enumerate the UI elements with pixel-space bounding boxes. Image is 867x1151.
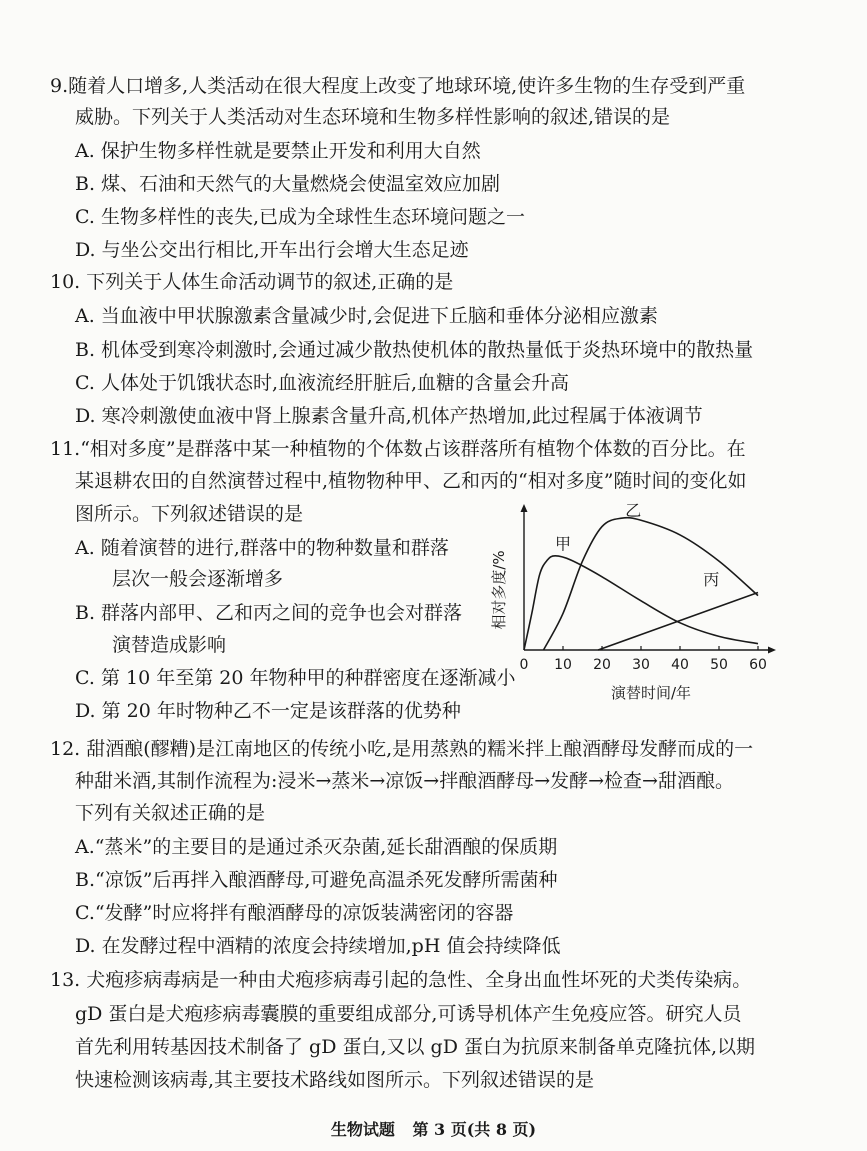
q12-option-c: C.“发酵”时应将拌有酿酒酵母的凉饭装满密闭的容器 — [75, 902, 514, 924]
x-tick-label: 10 — [554, 657, 572, 673]
q11-option-d: D. 第 20 年时物种乙不一定是该群落的优势种 — [75, 700, 461, 722]
x-tick-label: 50 — [710, 657, 728, 673]
footer-subject: 生物试题 — [330, 1120, 395, 1139]
x-tick-label: 30 — [632, 657, 650, 673]
q9-stem-line1: 9.随着人口增多,人类活动在很大程度上改变了地球环境,使许多生物的生存受到严重 — [50, 75, 746, 97]
q9-option-c: C. 生物多样性的丧失,已成为全球性生态环境问题之一 — [75, 206, 525, 228]
q11-stem-line3: 图所示。下列叙述错误的是 — [75, 503, 304, 525]
q10-option-b: B. 机体受到寒冷刺激时,会通过减少散热使机体的散热量低于炎热环境中的散热量 — [75, 339, 754, 361]
x-tick-label: 40 — [671, 657, 689, 673]
q12-option-b: B.“凉饭”后再拌入酿酒酵母,可避免高温杀死发酵所需菌种 — [75, 869, 558, 891]
q9-option-b: B. 煤、石油和天然气的大量燃烧会使温室效应加剧 — [75, 173, 501, 195]
q10-option-c: C. 人体处于饥饿状态时,血液流经肝脏后,血糖的含量会升高 — [75, 372, 570, 394]
q11-stem-line2: 某退耕农田的自然演替过程中,植物物种甲、乙和丙的“相对多度”随时间的变化如 — [75, 470, 747, 492]
q12-option-a: A.“蒸米”的主要目的是通过杀灭杂菌,延长甜酒酿的保质期 — [75, 836, 558, 858]
q9-option-a: A. 保护生物多样性就是要禁止开发和利用大自然 — [75, 140, 481, 162]
q11-option-b-line1: B. 群落内部甲、乙和丙之间的竞争也会对群落 — [75, 602, 463, 624]
q12-stem-line2: 种甜米酒,其制作流程为:浸米→蒸米→凉饭→拌酿酒酵母→发酵→检查→甜酒酿。 — [75, 770, 734, 792]
y-axis-arrow — [521, 504, 528, 512]
q11-option-b-line2: 演替造成影响 — [112, 634, 227, 656]
q9-stem-line2: 威胁。下列关于人类活动对生态环境和生物多样性影响的叙述,错误的是 — [75, 106, 671, 128]
series-line-1 — [524, 556, 758, 650]
x-axis-arrow — [768, 647, 776, 654]
q11-option-c: C. 第 10 年至第 20 年物种甲的种群密度在逐渐减小 — [75, 667, 516, 689]
q9-option-d: D. 与坐公交出行相比,开车出行会增大生态足迹 — [75, 239, 469, 261]
footer-page-number: 第 3 页(共 8 页) — [412, 1120, 537, 1139]
series-line-3 — [598, 592, 758, 650]
q10-stem: 10. 下列关于人体生命活动调节的叙述,正确的是 — [50, 271, 454, 293]
series-label-2: 乙 — [625, 501, 642, 521]
y-axis-label: 相对多度/% — [490, 550, 508, 630]
q12-option-d: D. 在发酵过程中酒精的浓度会持续增加,pH 值会持续降低 — [75, 935, 561, 957]
series-line-2 — [544, 518, 759, 650]
q12-stem-line1: 12. 甜酒酿(醪糟)是江南地区的传统小吃,是用蒸熟的糯米拌上酿酒酵母发酵而成的一 — [50, 738, 754, 760]
q12-stem-line3: 下列有关叙述正确的是 — [75, 802, 266, 824]
chart-axes — [521, 504, 777, 654]
chart-labels — [490, 501, 767, 702]
series-label-3: 丙 — [703, 570, 720, 590]
q13-stem-line1: 13. 犬疱疹病毒病是一种由犬疱疹病毒引起的急性、全身出血性坏死的犬类传染病。 — [50, 969, 752, 991]
x-tick-label: 60 — [749, 657, 767, 673]
q13-stem-line4: 快速检测该病毒,其主要技术路线如图所示。下列叙述错误的是 — [75, 1069, 595, 1091]
q11-option-a-line2: 层次一般会逐渐增多 — [112, 568, 284, 590]
succession-chart — [486, 500, 786, 712]
x-tick-label: 20 — [593, 657, 611, 673]
q10-option-d: D. 寒冷刺激使血液中肾上腺素含量升高,机体产热增加,此过程属于体液调节 — [75, 405, 703, 427]
series-label-1: 甲 — [554, 534, 572, 554]
page-footer — [0, 1120, 867, 1140]
q13-stem-line3: 首先利用转基因技术制备了 gD 蛋白,又以 gD 蛋白为抗原来制备单克隆抗体,以期 — [75, 1036, 756, 1058]
q11-stem-line1: 11.“相对多度”是群落中某一种植物的个体数占该群落所有植物个体数的百分比。在 — [50, 438, 746, 460]
q11-option-a-line1: A. 随着演替的进行,群落中的物种数量和群落 — [75, 537, 449, 559]
q13-stem-line2: gD 蛋白是犬疱疹病毒囊膜的重要组成部分,可诱导机体产生免疫应答。研究人员 — [75, 1003, 742, 1025]
x-axis-label: 演替时间/年 — [610, 684, 692, 702]
x-tick-label: 0 — [519, 657, 529, 673]
q10-option-a: A. 当血液中甲状腺激素含量减少时,会促进下丘脑和垂体分泌相应激素 — [75, 305, 658, 327]
